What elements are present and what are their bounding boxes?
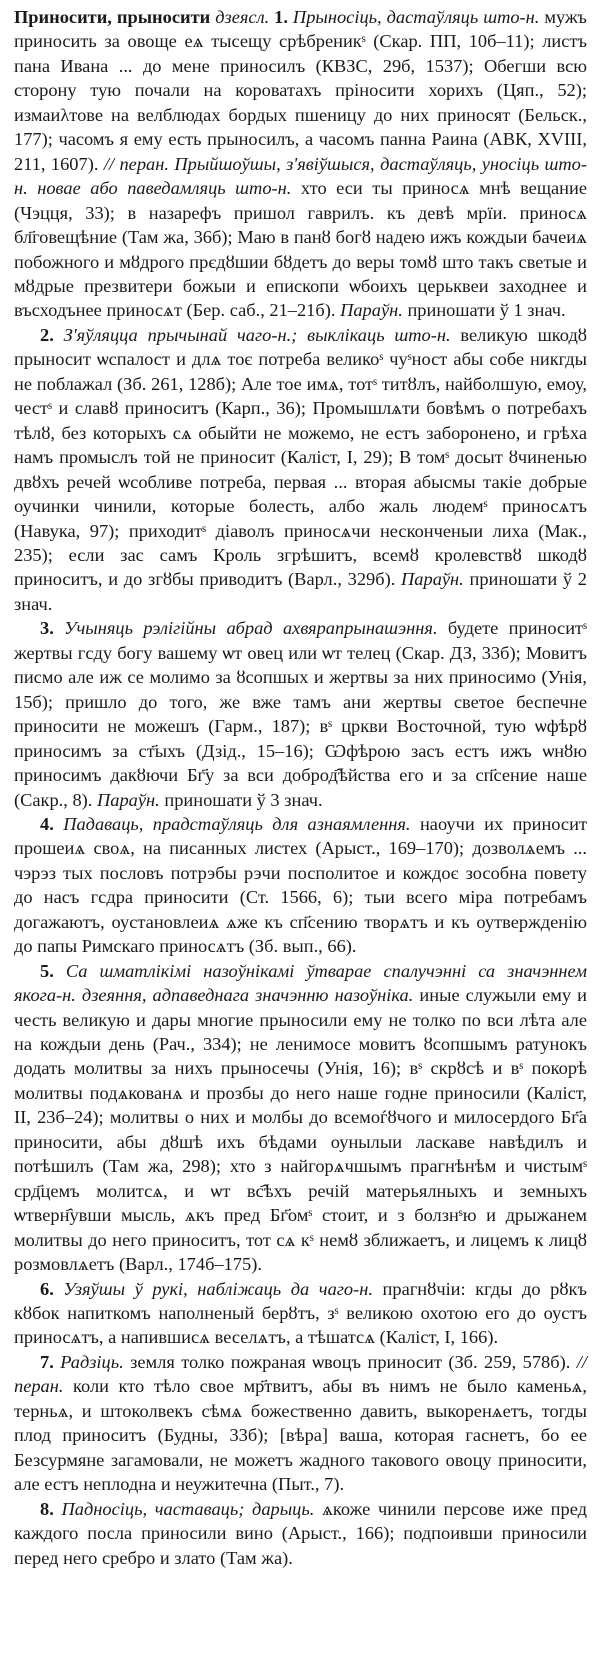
sense-1-figurative-definition: Прыйшоўшы, з'явіўшыся, дастаўляць, уносіць што-н. новае або паведамляць што-н. (14, 153, 587, 199)
sense-5-citations: иные служыли ему и честь великую и дары многие прыносили ему не толко по вси лѣта але на кождыи день (Рач., 334); не ленимосе мовитъ ȣсопшымъ ратунокъ додать молитвы за нихъ прыносечы (Унія, 16); вˢ скрȣсѣ и вˢ покорѣ молитвы подѧкованѧ и прозбы до него наше годне приносили (Каліст, II, 23б–24); молитвы о них и молбы до всемоѓȣчого и милосердого Бг҃а приносити, абы дȣшѣ ихъ бѣдами оунылыи ласкаве навѣдилъ и потѣшилъ (Там жа, 298); хто з найгорѧчшымъ прагнѣнѣм и чистымˢ срд҃цемъ молитсѧ, и ѡт вс҄ѣхъ речій матерьялныхъ и земныхъ ѡтверн҄увши мысль, ѧкъ пред Бг҃омˢ стоит, и з болзнˢю и дрыжанем молитвы до него приноситъ, тот сѧ кˢ немȣ зближаетъ, и лицемъ к лицȣ розмовлѧетъ (Варл., 174б–175). (14, 985, 587, 1275)
sense-4-citations: наоучи их приносит прошеиѧ своѧ, на писанных листех (Арыст., 169–170); дозволѧемъ ... чэрэз тых пословъ потрэбы рэчи посполитое и кождоє зособна повету до насъ гсдра приносити (Ст. 1566, 6); тыи всего міра потребамъ догажаютъ, оустановлеиѧ ѧже къ сп҃сению творѧтъ и къ оутвержденію до папы Римскаго приносѧтъ (Зб. вып., 66). (14, 813, 587, 957)
headword: Приносити, прыносити (14, 7, 211, 27)
sense-6-number: 6. (40, 1278, 54, 1299)
sense-3-citations: будете приноситˢ жертвы гсду богу вашему ѡт овец или ѡт телец (Скар. ДЗ, 33б); Мовитъ писмо але иж се молимо за ȣсопшых и жертвы за них приносимо (Унія, 15б); пришло до того, же вже тамъ ани жертвы светое беспечне приносити не можешъ (Гарм., 187); вˢ цркви Восточной, тую ѡфѣрȣ приносимъ за ст҃ыхъ (Дзід., 15–16); Ѡфѣрою засъ естъ ижъ ѡнȣю приносимъ дакȣючи Бг҃у за вси доброд҄ѣйства его и за сп҃сение наше (Сакр., 8). (14, 618, 587, 810)
sense-1-see-label: Параўн. (340, 300, 403, 321)
sense-5-number: 5. (40, 960, 54, 981)
sense-2-citations: великую шкодȣ прыносит ѡспалост и длѧ тоє потреба великоˢ чуˢност абы собе никгды не поблажал (Зб. 261, 128б); Але тое имѧ, тотˢ титȣлъ, найболшую, емоу, честˢ и славȣ приноситъ (Карп., 36); Промышлѧти бовѣмъ о потребахъ тѣлȣ, без которыхъ сѧ обыйти не можемо, не естъ заборонено, и грѣха намъ промыслъ той не приносит (Каліст, I, 29); В томˢ досыт ȣчиненью двȣхъ речей ѡсобливе потреба, первая ... вторая абысмы такіе добрые оучинки чинили, которые болесть, албо жаль людемˢ приносѧтъ (Навука, 97); приходитˢ діаволъ приносѧчи несконченыи лиха (Мак., 235); если зас самъ Кроль згрѣшитъ, всемȣ кролевствȣ шкодȣ приноситъ, и до згȣбы приводитъ (Варл., 329б). (14, 324, 587, 590)
sense-2-paragraph (14, 323, 587, 616)
sense-3-see-label: Параўн. (97, 789, 160, 810)
sense-3-paragraph (14, 616, 587, 812)
part-of-speech: дзеясл. (215, 7, 270, 27)
sense-3-definition: Учыняць рэлігійны абрад ахвярапрынашэння. (64, 618, 438, 639)
sense-1-number: 1. (274, 7, 288, 27)
sense-7-paragraph (14, 1350, 587, 1497)
sense-7-figurative-citations: коли кто тѣло свое мр҃твитъ, абы въ нимъ не было каменьѧ, терньѧ, и штоколвекъ сѣмѧ божественно давить, выкоренѧетъ, тогды плод приноситъ (Будны, 33б); [вѣра] ваша, которая гаснетъ, бо ее Безсурмяне загамовали, не можетъ жадного такового овоцу приносити, але естъ неплодна и неужитечна (Пыт., 7). (14, 1376, 587, 1495)
sense-5-definition: Са шматлікімі назоўнікамі ўтварае спалучэнні са значэннем якога-н. дзеяння, адпаведнага значэнню назоўніка. (14, 960, 587, 1006)
sense-8-definition: Падносіць, частаваць; дарыць. (61, 1498, 315, 1519)
sense-7-definition: Радзіць. (60, 1351, 124, 1372)
sense-6-citations: прагнȣчіи: кгды до рȣкъ кȣбок напиткомъ наполненый берȣтъ, зˢ великою охотою его до оустъ приносѧтъ, а напившисѧ веселѧтъ, а тѣшатсѧ (Каліст, I, 166). (14, 1278, 587, 1348)
sense-8-citations: ѧкоже чинили персове иже пред каждого посла приносили вино (Арыст., 166); подпоивши приносили перед него сребро и злато (Там жа). (14, 1498, 587, 1568)
sense-1-paragraph (14, 5, 587, 323)
sense-2-see-label: Параўн. (401, 569, 464, 590)
sense-2-see-reference: приношати ў 2 знач. (14, 569, 587, 614)
sense-7-figurative-label: // перан. (14, 1351, 587, 1397)
sense-7-number: 7. (40, 1351, 54, 1372)
sense-7-citations: земля толко пожраная ѡвоцъ приносит (Зб. 259, 578б). (130, 1351, 571, 1372)
sense-1-see-reference: приношати ў 1 знач. (407, 300, 566, 321)
sense-1-figurative-label: // перан. (103, 153, 169, 174)
sense-4-definition: Падаваць, прадстаўляць для азнаямлення. (63, 813, 411, 834)
sense-8-number: 8. (40, 1498, 54, 1519)
sense-1-citations: мужъ приносить за овоще еѧ тысещу срѣбреникˢ (Скар. ПП, 10б–11); листъ пана Ивана ... до мене приносилъ (КВЗС, 29б, 1537); Обегши всю сторону тую почали на короватахъ пріносити хорихъ (Цяп., 52); измаиλтове на велблюдах бордых пшеницу до них приносят (Бельск., 177); часомъ я ему есть прыносилъ, а часомъ панна Раина (АВК, XVIII, 211, 1607). (14, 7, 587, 174)
sense-3-see-reference: приношати ў 3 знач. (164, 789, 323, 810)
sense-1-figurative-citations: хто еси ты приносѧ мнѣ вещание (Чэцця, 33); в назарефъ пришол гаврилъ. къ девѣ мрїи. приносѧ бл҃говещѣние (Там жа, 36б); Маю в панȣ богȣ надею ижъ кождыи бачеиѧ побожного и мȣдрого прєдȣшии бȣдетъ до веры томȣ што такъ светые и мȣдрые презвитери божыи и епископи ѡбоихъ церьквеи заходнее и въсходънее приносѧт (Бер. саб., 21–21б). (14, 178, 587, 321)
sense-1-definition: Прыносіць, дастаўляць што-н. (292, 7, 540, 27)
sense-6-paragraph (14, 1277, 587, 1350)
sense-4-number: 4. (40, 813, 54, 834)
sense-5-paragraph (14, 959, 587, 1277)
sense-2-number: 2. (40, 324, 54, 345)
sense-2-definition: З'яўляцца прычынай чаго-н.; выклікаць што-н. (63, 324, 451, 345)
sense-3-number: 3. (40, 618, 54, 639)
sense-8-paragraph (14, 1497, 587, 1570)
sense-6-definition: Узяўшы ў рукі, набліжаць да чаго-н. (63, 1278, 373, 1299)
sense-4-paragraph (14, 812, 587, 959)
